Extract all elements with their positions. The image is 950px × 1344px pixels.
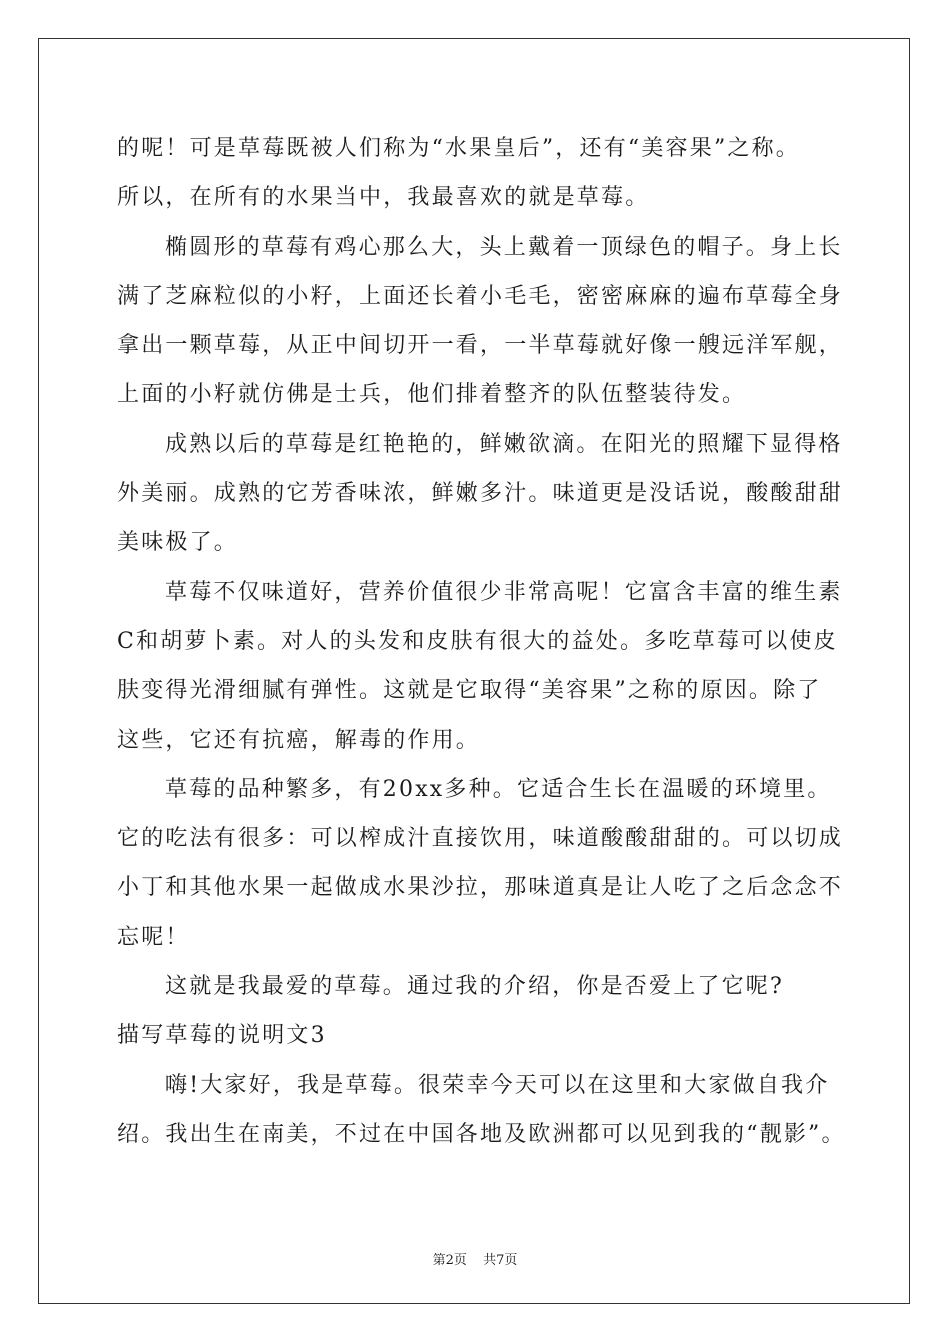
text-line: 小丁和其他水果一起做成水果沙拉，那味道真是让人吃了之后念念不 bbox=[117, 875, 844, 901]
text-line: 这就是我最爱的草莓。通过我的介绍，你是否爱上了它呢? bbox=[165, 974, 784, 1000]
text-line: 绍。我出生在南美，不过在中国各地及欧洲都可以见到我的“靓影”。 bbox=[117, 1121, 846, 1147]
text-line: 外美丽。成熟的它芳香味浓，鲜嫩多汁。味道更是没话说，酸酸甜甜 bbox=[117, 481, 844, 507]
page-footer bbox=[0, 1249, 950, 1268]
text-line: 草莓的品种繁多，有20xx多种。它适合生长在温暖的环境里。 bbox=[165, 776, 832, 802]
text-line: 的呢！可是草莓既被人们称为“水果皇后”，还有“美容果”之称。 bbox=[117, 136, 800, 161]
document-body bbox=[117, 124, 846, 1159]
text-line: 描写草莓的说明文3 bbox=[117, 1023, 327, 1049]
text-line: 所以，在所有的水果当中，我最喜欢的就是草莓。 bbox=[117, 185, 650, 211]
text-line: 肤变得光滑细腻有弹性。这就是它取得“美容果”之称的原因。除了 bbox=[117, 678, 822, 704]
text-line: 它的吃法有很多：可以榨成汁直接饮用，味道酸酸甜甜的。可以切成 bbox=[117, 826, 844, 852]
text-line: C和胡萝卜素。对人的头发和皮肤有很大的益处。多吃草莓可以使皮 bbox=[117, 628, 838, 654]
text-line: 嗨!大家好，我是草莓。很荣幸今天可以在这里和大家做自我介 bbox=[165, 1072, 830, 1098]
page-number: 第2页 bbox=[432, 1253, 467, 1268]
text-line: 成熟以后的草莓是红艳艳的，鲜嫩欲滴。在阳光的照耀下显得格 bbox=[165, 431, 843, 457]
text-line: 椭圆形的草莓有鸡心那么大，头上戴着一顶绿色的帽子。身上长 bbox=[165, 234, 843, 260]
text-line: 上面的小籽就仿佛是士兵，他们排着整齐的队伍整装待发。 bbox=[117, 382, 747, 408]
page-total: 共7页 bbox=[483, 1253, 518, 1268]
text-line: 拿出一颗草莓，从正中间切开一看，一半草莓就好像一艘远洋军舰， bbox=[117, 333, 844, 359]
text-line: 美味极了。 bbox=[117, 530, 239, 556]
text-line: 满了芝麻粒似的小籽，上面还长着小毛毛，密密麻麻的遍布草莓全身 bbox=[117, 283, 844, 309]
text-line: 这些，它还有抗癌，解毒的作用。 bbox=[117, 727, 481, 753]
text-line: 草莓不仅味道好，营养价值很少非常高呢！它富含丰富的维生素 bbox=[165, 579, 843, 605]
text-line: 忘呢！ bbox=[117, 924, 190, 950]
